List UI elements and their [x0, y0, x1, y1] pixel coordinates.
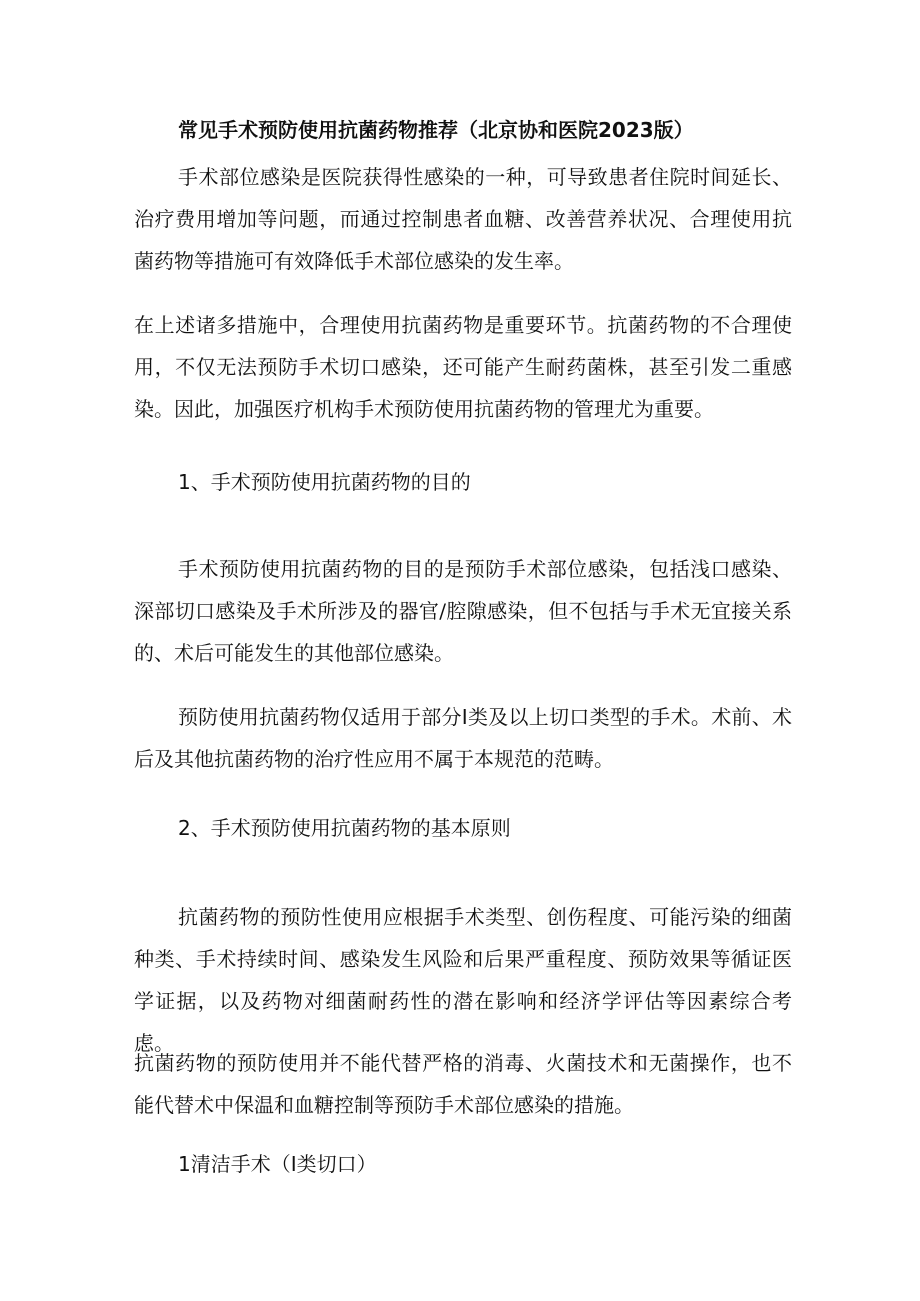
section-2-paragraph-2: 抗菌药物的预防使用并不能代替严格的消毒、火菌技术和无菌操作，也不能代替术中保温和血糖控制等预防手术部位感染的措施。	[134, 1051, 792, 1117]
measures-text-before: 在上述诸多措施中，	[134, 313, 320, 337]
document-title: 常见手术预防使用抗菌药物推荐（北京协和医院2023版）	[178, 118, 694, 142]
subheading-number: 1	[178, 1152, 191, 1176]
section-1-paragraph-2	[134, 696, 792, 780]
section-2-paragraph-1-after: 创伤程度、可能污染的细菌种类、手术持续时间、感染发生风险和后果严重程度、预防效果等循证医学证据，以及药物对细菌耐药性的潜在影响和经济学评估等因素综合考虑。	[134, 905, 793, 1055]
roman-numeral-i: I	[461, 705, 468, 729]
subheading-suffix: 类切口）	[296, 1152, 377, 1176]
section-2-paragraph-1	[134, 896, 792, 1064]
measures-text-after: 。抗菌药物的不合理使用，不仅无法预防手术切口感染，还可能产生耐药菌株，甚至引发二重感染。因此，加强医疗机构手术预防使用抗菌药物的管理尤为重要。	[134, 313, 793, 421]
measures-paragraph	[134, 304, 792, 430]
emphasis-type: 类型、	[485, 905, 547, 929]
section-2-paragraph-1-before: 抗菌药物的预防性使用应根据手术	[178, 905, 486, 929]
section-1-paragraph-2-before: 预防使用抗菌药物仅适用于部分	[178, 705, 462, 729]
intro-paragraph: 手术部位感染是医院获得性感染的一种，可导致患者住院时间延长、治疗费用增加等问题，而通过控制患者血糖、改善营养状况、合理使用抗菌药物等措施可有效降低手术部位感染的发生率。	[134, 165, 792, 273]
section-1-heading: 1、手术预防使用抗菌药物的目的	[178, 470, 471, 494]
section-1-paragraph-1: 手术预防使用抗菌药物的目的是预防手术部位感染，包括浅口感染、深部切口感染及手术所涉及的器官/腔隙感染，但不包括与手术无宜接关系的、术后可能发生的其他部位感染。	[134, 557, 792, 665]
subheading-text: 清洁手术（	[190, 1152, 291, 1176]
section-2-heading: 2、手术预防使用抗菌药物的基本原则	[178, 816, 511, 840]
section-1-paragraph-2-after: 类及以上切口类型的手术。术前、术后及其他抗菌药物的治疗性应用不属于本规范的范畴。	[134, 705, 793, 771]
emphasis-text: 合理使用抗菌药物是重要环节	[319, 313, 587, 337]
subheading-clean-surgery	[178, 1148, 377, 1180]
subheading-roman: I	[290, 1152, 297, 1176]
